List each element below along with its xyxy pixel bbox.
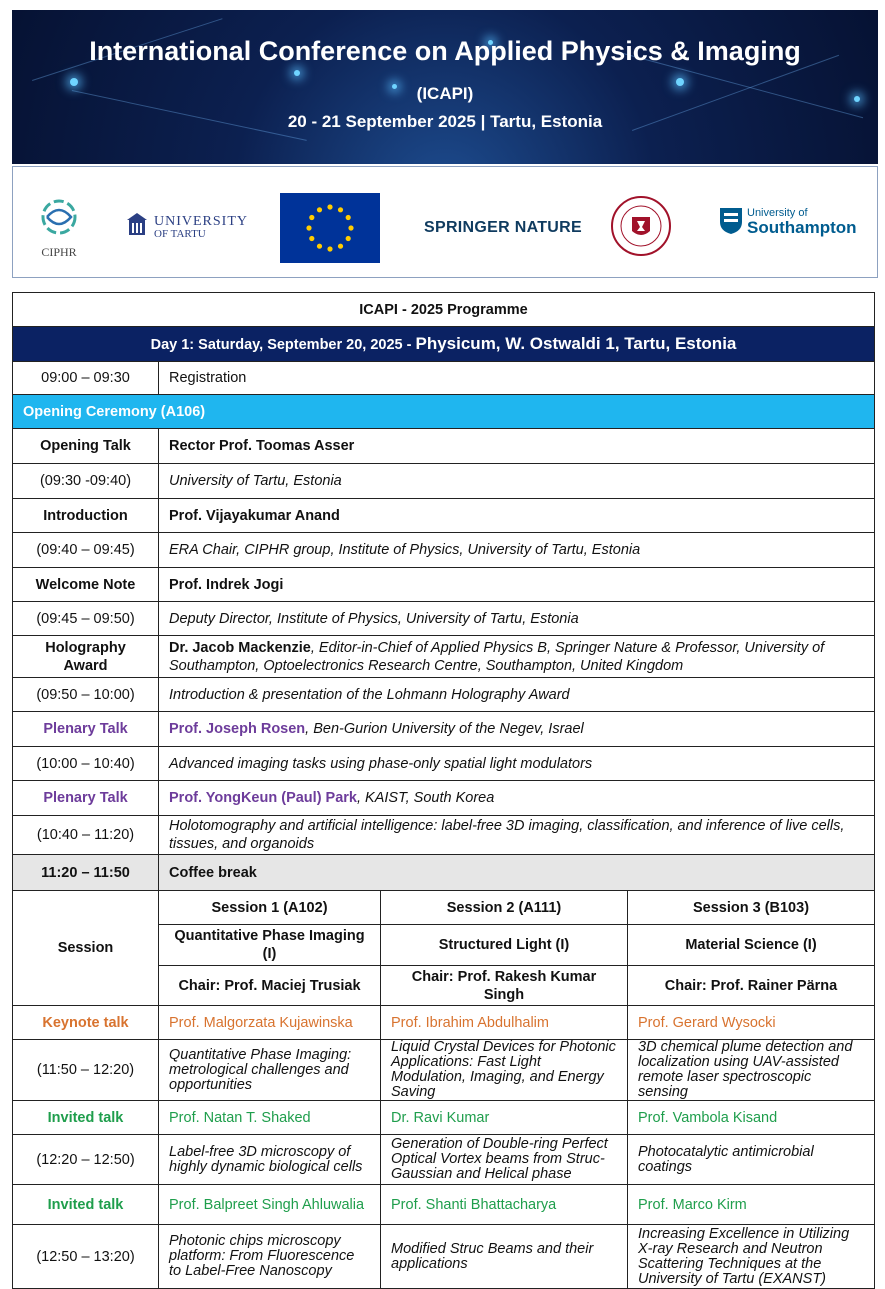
programme-table [12,292,875,1289]
day1-location: Physicum, W. Ostwaldi 1, Tartu, Estonia [415,334,737,353]
table-row [13,464,875,499]
invited2-label: Invited talk [13,1185,159,1225]
keynote2-speaker: Prof. Ibrahim Abdulhalim [381,1006,628,1040]
plenary1-speaker-cell [159,712,875,747]
intro-time: (09:40 – 09:45) [13,533,159,568]
keynote1-title: Quantitative Phase Imaging: metrological challenges and opportunities [159,1040,381,1101]
table-row [13,636,875,678]
plenary2-title: Holotomography and artificial intelligence: label-free 3D imaging, classification, and inference of live cells, tissues, and organoids [159,816,875,855]
holography-affil: , Editor-in-Chief of Applied Physics B, Springer Nature & Professor, University of Southampton, Optoelectronics Research Centre, Southampton, United Kingdom [169,639,825,674]
plenary2-speaker: Prof. YongKeun (Paul) Park [169,790,357,806]
plenary1-label: Plenary Talk [13,712,159,747]
coffee-time: 11:20 – 11:50 [13,855,159,891]
session2-topic: Structured Light (I) [381,925,628,966]
invited1-s2-title: Generation of Double-ring Perfect Optical Vortex beams from Struc-Gaussian and Helical phase [381,1135,628,1185]
intro-affil: ERA Chair, CIPHR group, Institute of Physics, University of Tartu, Estonia [159,533,875,568]
keynote2-title: Liquid Crystal Devices for Photonic Applications: Fast Light Modulation, Imaging, and Energy Saving [381,1040,628,1101]
sponsor-logos [12,166,878,278]
invited1-row [13,1101,875,1135]
invited1-s1-title: Label-free 3D microscopy of highly dynamic biological cells [159,1135,381,1185]
invited1-titles-row [13,1135,875,1185]
table-row [13,362,875,395]
invited2-s1-speaker: Prof. Balpreet Singh Ahluwalia [159,1185,381,1225]
eu-flag-icon [280,193,380,263]
invited2-s2-title: Modified Struc Beams and their applications [381,1225,628,1289]
ciphr-logo-icon [39,197,79,237]
conference-banner [12,10,878,164]
plenary1-time: (10:00 – 10:40) [13,747,159,781]
session3-name: Session 3 (B103) [628,891,875,925]
keynote3-speaker: Prof. Gerard Wysocki [628,1006,875,1040]
welcome-affil: Deputy Director, Institute of Physics, University of Tartu, Estonia [159,602,875,636]
banner-dates: 20 - 21 September 2025 | Tartu, Estonia [287,112,603,131]
invited2-s1-title: Photonic chips microscopy platform: From Fluorescence to Label-Free Nanoscopy [159,1225,381,1289]
plenary1-affil: , Ben-Gurion University of the Negev, Israel [305,721,584,737]
table-row [13,429,875,464]
invited2-time: (12:50 – 13:20) [13,1225,159,1289]
springer-nature-logo: SPRINGER NATURE [424,219,582,236]
session1-name: Session 1 (A102) [159,891,381,925]
southampton-shield-icon [719,207,743,235]
invited1-label: Invited talk [13,1101,159,1135]
opening-talk-affil: University of Tartu, Estonia [159,464,875,499]
invited2-row [13,1185,875,1225]
plenary2-label: Plenary Talk [13,781,159,816]
invited2-s3-title: Increasing Excellence in Utilizing X-ray Research and Neutron Scattering Techniques at the University of Tartu (EXANST) [628,1225,875,1289]
intro-speaker: Prof. Vijayakumar Anand [159,499,875,533]
ciphr-logo-text: CIPHR [41,245,77,259]
invited1-s3-title: Photocatalytic antimicrobial coatings [628,1135,875,1185]
opening-talk-label: Opening Talk [13,429,159,464]
programme-title-row [13,293,875,327]
session1-topic: Quantitative Phase Imaging (I) [159,925,381,966]
table-row [13,568,875,602]
welcome-speaker: Prof. Indrek Jogi [159,568,875,602]
holography-time: (09:50 – 10:00) [13,678,159,712]
table-row [13,533,875,568]
table-row [13,602,875,636]
keynote-row [13,1006,875,1040]
table-row [13,816,875,855]
invited2-s2-speaker: Prof. Shanti Bhattacharya [381,1185,628,1225]
welcome-label: Welcome Note [13,568,159,602]
holography-desc: Introduction & presentation of the Lohmann Holography Award [159,678,875,712]
welcome-time: (09:45 – 09:50) [13,602,159,636]
opening-talk-time: (09:30 -09:40) [13,464,159,499]
table-row [13,747,875,781]
plenary1-speaker: Prof. Joseph Rosen [169,721,306,737]
coffee-break-row [13,855,875,891]
opening-ceremony-label: Opening Ceremony (A106) [13,395,875,429]
plenary2-affil: , KAIST, South Korea [357,790,495,806]
intro-label: Introduction [13,499,159,533]
holography-label: Holography Award [13,636,159,678]
session2-chair: Chair: Prof. Rakesh Kumar Singh [381,966,628,1006]
day1-header-row [13,327,875,362]
plenary2-speaker-cell [159,781,875,816]
keynote-label: Keynote talk [13,1006,159,1040]
tartu-crest-icon [127,213,147,239]
tartu-logo-line1: UNIVERSITY [154,214,248,229]
keynote1-speaker: Prof. Malgorzata Kujawinska [159,1006,381,1040]
plenary1-title: Advanced imaging tasks using phase-only spatial light modulators [159,747,875,781]
banner-acronym: (ICAPI) [416,84,474,103]
keynote-time: (11:50 – 12:20) [13,1040,159,1101]
opening-ceremony-row [13,395,875,429]
plenary2-time: (10:40 – 11:20) [13,816,159,855]
invited1-s3-speaker: Prof. Vambola Kisand [628,1101,875,1135]
table-row [13,678,875,712]
session-label: Session [13,891,159,1006]
banner-title: International Conference on Applied Physics & Imaging [89,36,801,66]
invited1-s1-speaker: Prof. Natan T. Shaked [159,1101,381,1135]
programme-title: ICAPI - 2025 Programme [13,293,875,327]
session-names-row [13,891,875,925]
invited1-s2-speaker: Dr. Ravi Kumar [381,1101,628,1135]
table-row [13,712,875,747]
registration-label: Registration [159,362,875,395]
holography-speaker: Dr. Jacob Mackenzie [169,639,311,656]
southampton-logo-line2: Southampton [747,218,857,237]
table-row [13,499,875,533]
day1-header: Day 1: Saturday, September 20, 2025 - Physicum, W. Ostwaldi 1, Tartu, Estonia [13,327,875,362]
tartu-logo [154,215,248,241]
invited2-titles-row [13,1225,875,1289]
session1-chair: Chair: Prof. Maciej Trusiak [159,966,381,1006]
session3-topic: Material Science (I) [628,925,875,966]
southampton-logo-line1: University of [747,207,808,219]
keynote3-title: 3D chemical plume detection and localization using UAV-assisted remote laser spectroscopic sensing [628,1040,875,1101]
session3-chair: Chair: Prof. Rainer Pärna [628,966,875,1006]
holography-speaker-cell [159,636,875,678]
keynote-titles-row [13,1040,875,1101]
table-row [13,781,875,816]
coffee-label: Coffee break [159,855,875,891]
invited1-time: (12:20 – 12:50) [13,1135,159,1185]
tartu-logo-line2: OF TARTU [154,228,206,240]
invited2-s3-speaker: Prof. Marco Kirm [628,1185,875,1225]
registration-time: 09:00 – 09:30 [13,362,159,395]
vilnius-university-seal-icon [610,195,672,257]
session2-name: Session 2 (A111) [381,891,628,925]
opening-talk-speaker: Rector Prof. Toomas Asser [159,429,875,464]
